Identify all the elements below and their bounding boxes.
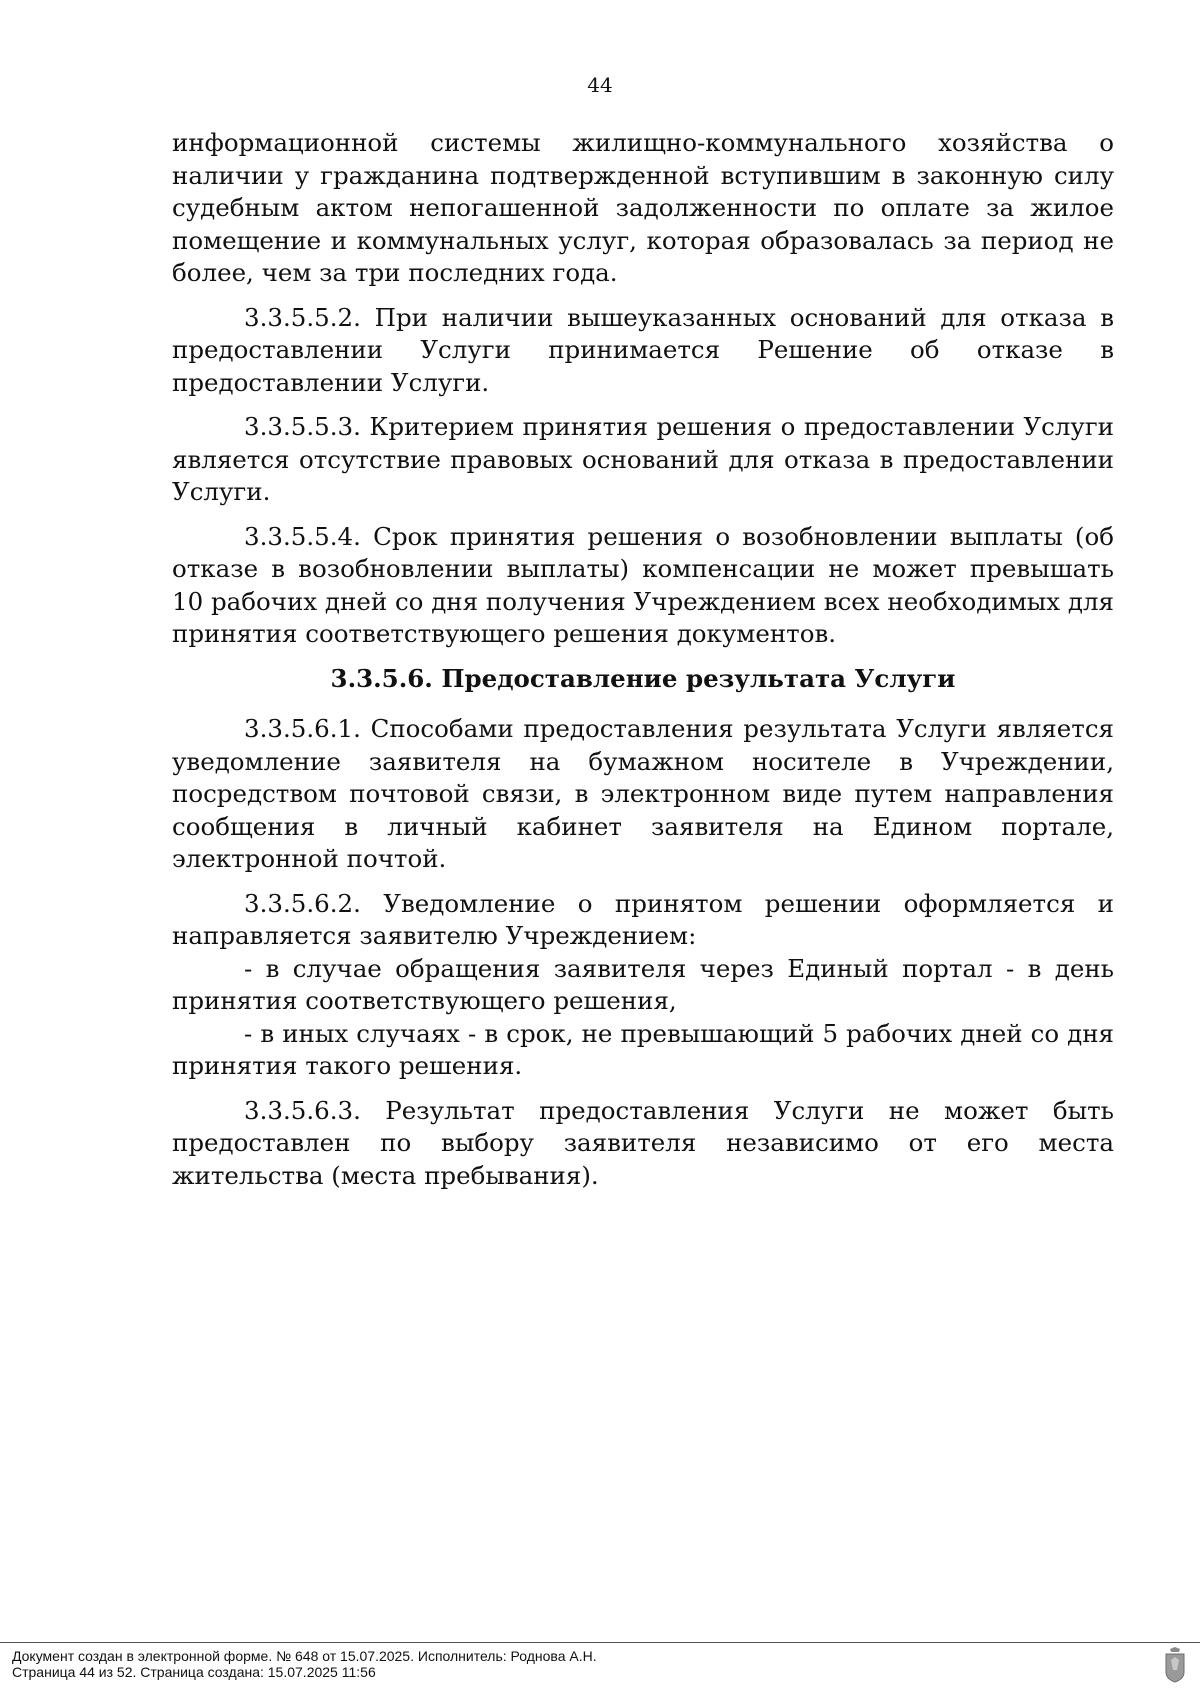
footer-line-2: Страница 44 из 52. Страница создана: 15.07.2025 11:56 xyxy=(12,1664,376,1680)
paragraph-3-3-5-5-3: 3.3.5.5.3. Критерием принятия решения о предоставлении Услуги является отсутствие правовых оснований для отказа в предоставлении Услуги. xyxy=(172,412,1114,506)
document-body xyxy=(172,127,1114,1204)
footer xyxy=(12,1648,597,1680)
coat-of-arms-icon xyxy=(1164,1646,1186,1684)
footer-line-1: Документ создан в электронной форме. № 648 от 15.07.2025. Исполнитель: Роднова А.Н. xyxy=(12,1648,597,1664)
page-number: 44 xyxy=(587,73,613,97)
paragraph-continuation: информационной системы жилищно-коммунального хозяйства о наличии у гражданина подтвержденной вступившим в законную силу судебным актом непогашенной задолженности по оплате за жилое помещение и коммунальных услуг, которая образовалась за период не более, чем за три последних года. xyxy=(172,128,1114,287)
section-heading: 3.3.5.6. Предоставление результата Услуги xyxy=(330,663,956,693)
paragraph-3-3-5-6-1: 3.3.5.6.1. Способами предоставления результата Услуги является уведомление заявителя на бумажном носителе в Учреждении, посредством почтовой связи, в электронном виде путем направления сообщения в личный кабинет заявителя на Едином портале, электронной почтой. xyxy=(172,714,1114,873)
paragraph-3-3-5-6-3: 3.3.5.6.3. Результат предоставления Услуги не может быть предоставлен по выбору заявителя независимо от его места жительства (места пребывания). xyxy=(172,1095,1114,1190)
list-item-dash-2: - в иных случаях - в срок, не превышающий 5 рабочих дней со дня принятия такого решения. xyxy=(172,1018,1114,1080)
list-item-dash-1: - в случае обращения заявителя через Единый портал - в день принятия соответствующего решения, xyxy=(172,953,1114,1015)
footer-divider xyxy=(0,1642,1200,1643)
paragraph-3-3-5-5-2: 3.3.5.5.2. При наличии вышеуказанных оснований для отказа в предоставлении Услуги принимается Решение об отказе в предоставлении Услуги. xyxy=(172,302,1114,397)
paragraph-3-3-5-5-4: 3.3.5.5.4. Срок принятия решения о возобновлении выплаты (об отказе в возобновлении выплаты) компенсации не может превышать 10 рабочих дней со дня получения Учреждением всех необходимых для принятия соответствующего решения документов. xyxy=(172,521,1114,648)
paragraph-3-3-5-6-2: 3.3.5.6.2. Уведомление о принятом решении оформляется и направляется заявителю Учреждением: xyxy=(172,888,1114,950)
